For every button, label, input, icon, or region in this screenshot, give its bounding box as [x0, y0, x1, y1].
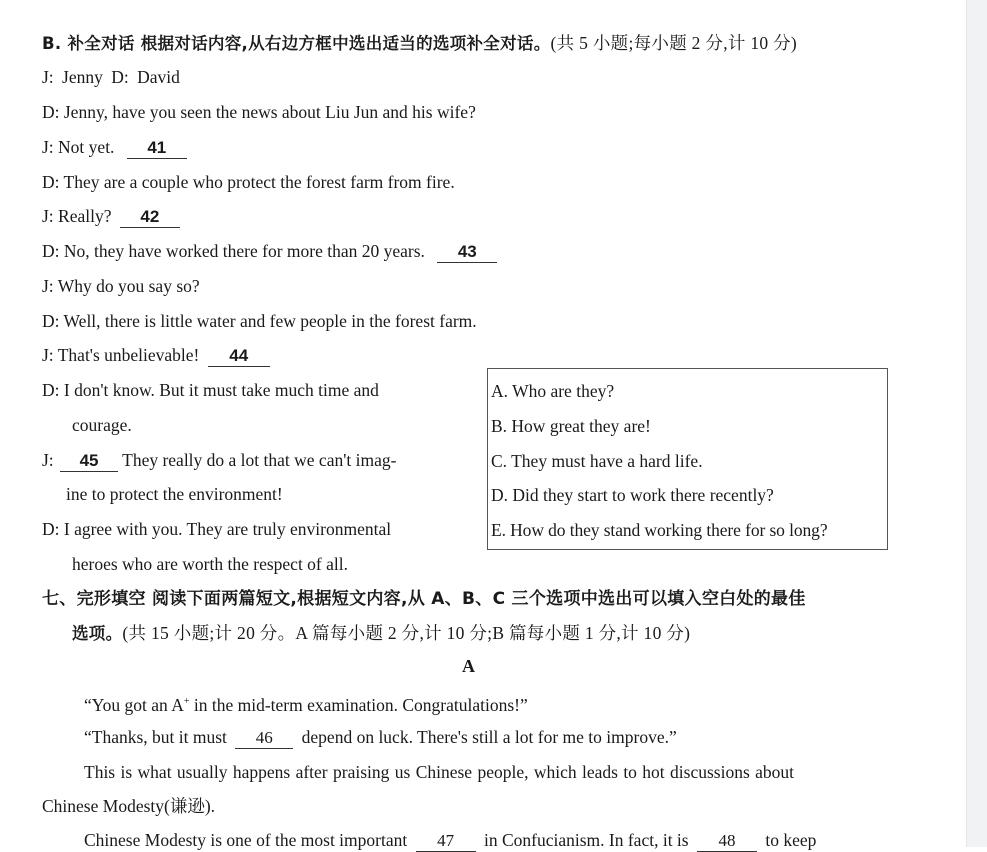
passage-line-4-tail: to keep [765, 830, 817, 850]
dialogue-line-3: D: They are a couple who protect the forest farm from fire. [42, 172, 455, 192]
passage-line-4 [84, 829, 816, 852]
passage-a-heading: A [462, 656, 475, 676]
passage-line-2 [84, 726, 677, 749]
option-a: A. Who are they? [491, 381, 615, 401]
section-b-score-note: (共 5 小题;每小题 2 分,计 10 分) [550, 33, 798, 53]
option-c: C. They must have a hard life. [491, 451, 703, 471]
dialogue-line-2 [42, 136, 187, 159]
section-7-score-note: (共 15 小题;计 20 分。A 篇每小题 2 分,计 10 分;B 篇每小题 1 分,计 10 分) [122, 623, 691, 643]
option-b: B. How great they are! [491, 416, 651, 436]
passage-line-4-mid: in Confucianism. In fact, it is [483, 830, 689, 850]
dialogue-line-5 [42, 240, 497, 263]
dialogue-line-4-text: J: Really? [42, 206, 112, 226]
section-b-instruction: B. 补全对话 根据对话内容,从右边方框中选出适当的选项补全对话。 [42, 34, 551, 53]
section-b-title [42, 32, 797, 55]
blank-45: 45 [60, 451, 118, 472]
option-d: D. Did they start to work there recently? [491, 485, 774, 505]
grade-plus-sup: + [183, 696, 190, 707]
dialogue-line-4 [42, 205, 180, 228]
dialogue-line-1: D: Jenny, have you seen the news about Liu Jun and his wife? [42, 102, 476, 122]
section-7-title-line-2 [72, 622, 690, 645]
passage-line-2-tail: depend on luck. There's still a lot for me to improve.” [301, 727, 677, 747]
passage-line-1 [84, 691, 528, 716]
passage-line-1-tail: in the mid-term examination. Congratulations!” [189, 694, 528, 715]
dialogue-line-9b: courage. [72, 415, 132, 435]
blank-47: 47 [416, 831, 476, 852]
option-e: E. How do they stand working there for so long? [491, 520, 828, 540]
dialogue-line-11a: D: I agree with you. They are truly environmental [42, 519, 392, 539]
options-box [487, 368, 888, 550]
dialogue-line-10-text: They really do a lot that we can't imag- [122, 450, 397, 470]
blank-43: 43 [437, 242, 497, 263]
section-7-title-tail: 选项。 [72, 624, 123, 643]
dialogue-line-8 [42, 344, 270, 367]
passage-line-3a: This is what usually happens after praising us Chinese people, which leads to hot discussions about [84, 762, 795, 782]
dialogue-line-10-speaker: J: [42, 450, 54, 470]
dialogue-line-11b: heroes who are worth the respect of all. [72, 554, 349, 574]
dialogue-line-2-text: J: Not yet. [42, 137, 115, 157]
dialogue-line-8-text: J: That's unbelievable! [42, 345, 200, 365]
dialogue-line-9a: D: I don't know. But it must take much time and [42, 380, 379, 400]
blank-48: 48 [697, 831, 757, 852]
vertical-scrollbar[interactable] [966, 0, 987, 847]
passage-line-3b: Chinese Modesty(谦逊). [42, 796, 216, 816]
dialogue-line-10 [42, 449, 396, 472]
dialogue-line-5-text: D: No, they have worked there for more than 20 years. [42, 241, 425, 261]
dialogue-line-6: J: Why do you say so? [42, 276, 200, 296]
speaker-key: J: Jenny D: David [42, 67, 180, 87]
blank-42: 42 [120, 207, 180, 228]
blank-44: 44 [208, 346, 270, 367]
dialogue-line-7: D: Well, there is little water and few people in the forest farm. [42, 311, 477, 331]
passage-line-2-text: “Thanks, but it must [84, 727, 227, 747]
passage-line-4-text: Chinese Modesty is one of the most important [84, 830, 408, 850]
dialogue-line-10b: ine to protect the environment! [66, 484, 283, 504]
section-7-title-line-1: 七、完形填空 阅读下面两篇短文,根据短文内容,从 A、B、C 三个选项中选出可以填入空白处的最佳 [42, 589, 806, 609]
blank-46: 46 [235, 728, 293, 749]
passage-line-1-text: “You got an A [84, 694, 184, 715]
blank-41: 41 [127, 138, 187, 159]
